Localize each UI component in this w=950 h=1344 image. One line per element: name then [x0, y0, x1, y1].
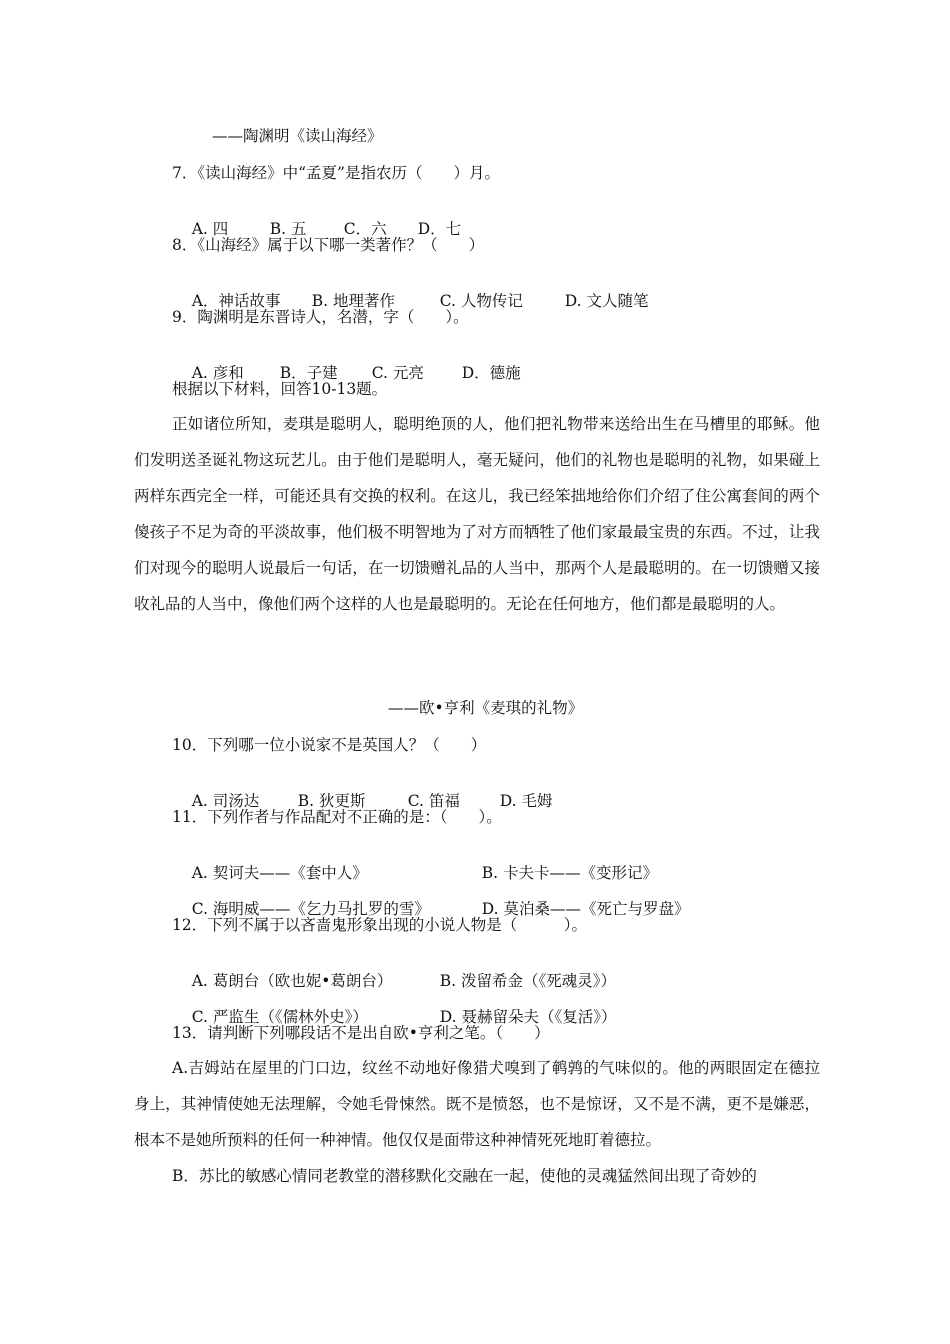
q9-option-b: B．子建	[279, 364, 338, 382]
q12-option-d: D. 聂赫留朵夫（《复活》）	[439, 1008, 617, 1026]
q7-option-b: B. 五	[269, 220, 307, 238]
q11-option-d: D. 莫泊桑——《死亡与罗盘》	[481, 900, 690, 918]
q11-option-a: A. 契诃夫——《套中人》	[191, 864, 368, 882]
q11-option-b: B. 卡夫卡——《变形记》	[481, 864, 658, 882]
q7-option-a: A. 四	[191, 220, 229, 238]
material-intro: 根据以下材料，回答10-13题。	[172, 380, 388, 398]
question-13-stem: 13．请判断下列哪段话不是出自欧•亨利之笔。（ ）	[172, 1024, 550, 1042]
q7-option-d: D．七	[417, 220, 462, 238]
question-11-stem: 11．下列作者与作品配对不正确的是：（ ）。	[172, 808, 502, 826]
q10-option-a: A. 司汤达	[191, 792, 260, 810]
question-7-stem: 7．《读山海经》中“孟夏”是指农历（ ）月。	[172, 164, 500, 182]
attribution-o-henry: ——欧•亨利《麦琪的礼物》	[388, 699, 584, 717]
question-8-stem: 8．《山海经》属于以下哪一类著作？（ ）	[172, 236, 485, 254]
q11-option-c: C. 海明威——《乞力马扎罗的雪》	[191, 900, 430, 918]
q9-option-c: C. 元亮	[371, 364, 424, 382]
q10-option-d: D. 毛姆	[499, 792, 553, 810]
question-9-stem: 9．陶渊明是东晋诗人，名潜，字（ ）。	[172, 308, 469, 326]
q9-option-a: A. 彦和	[191, 364, 244, 382]
q13-option-b: B．苏比的敏感心情同老教堂的潜移默化交融在一起，使他的灵魂猛然间出现了奇妙的	[172, 1167, 757, 1185]
q8-option-d: D. 文人随笔	[564, 292, 649, 310]
q8-option-b: B. 地理著作	[311, 292, 395, 310]
attribution-tao-yuanming: ——陶渊明《读山海经》	[212, 127, 383, 145]
reading-passage: 正如诸位所知，麦琪是聪明人，聪明绝顶的人，他们把礼物带来送给出生在马槽里的耶稣。他们发明送圣诞礼物这玩艺儿。由于他们是聪明人，毫无疑问，他们的礼物也是聪明的礼物，如果碰上两样东西完全一样，可能还具有交换的权利。在这儿，我已经笨拙地给你们介绍了住公寓套间的两个傻孩子不足为奇的平淡故事，他们极不明智地为了对方而牺牲了他们家最最宝贵的东西。不过，让我们对现今的聪明人说最后一句话，在一切馈赠礼品的人当中，那两个人是最聪明的。在一切馈赠又接收礼品的人当中，像他们两个这样的人也是最聪明的。无论在任何地方，他们都是最聪明的人。	[134, 415, 820, 613]
q13-option-a: A.吉姆站在屋里的门口边，纹丝不动地好像猎犬嗅到了鹌鹑的气味似的。他的两眼固定在德拉身上，其神情使她无法理解，令她毛骨悚然。既不是愤怒，也不是惊讶，又不是不满，更不是嫌恶，根本不是她所预料的任何一种神情。他仅仅是面带这种神情死死地盯着德拉。	[134, 1059, 820, 1149]
question-12-stem: 12．下列不属于以吝啬鬼形象出现的小说人物是（ ）。	[172, 916, 587, 934]
question-10-stem: 10．下列哪一位小说家不是英国人？（ ）	[172, 736, 487, 754]
q12-option-a: A. 葛朗台（欧也妮•葛朗台）	[191, 972, 393, 990]
q10-option-b: B. 狄更斯	[297, 792, 366, 810]
q10-option-c: C. 笛福	[407, 792, 460, 810]
q7-option-c: C．六	[343, 220, 387, 238]
q12-option-b: B. 泼留希金（《死魂灵》）	[439, 972, 616, 990]
q8-option-a: A．神话故事	[191, 292, 281, 310]
q8-option-c: C. 人物传记	[439, 292, 523, 310]
q9-option-d: D．德施	[461, 364, 521, 382]
q12-option-c: C. 严监生（《儒林外史》）	[191, 1008, 368, 1026]
